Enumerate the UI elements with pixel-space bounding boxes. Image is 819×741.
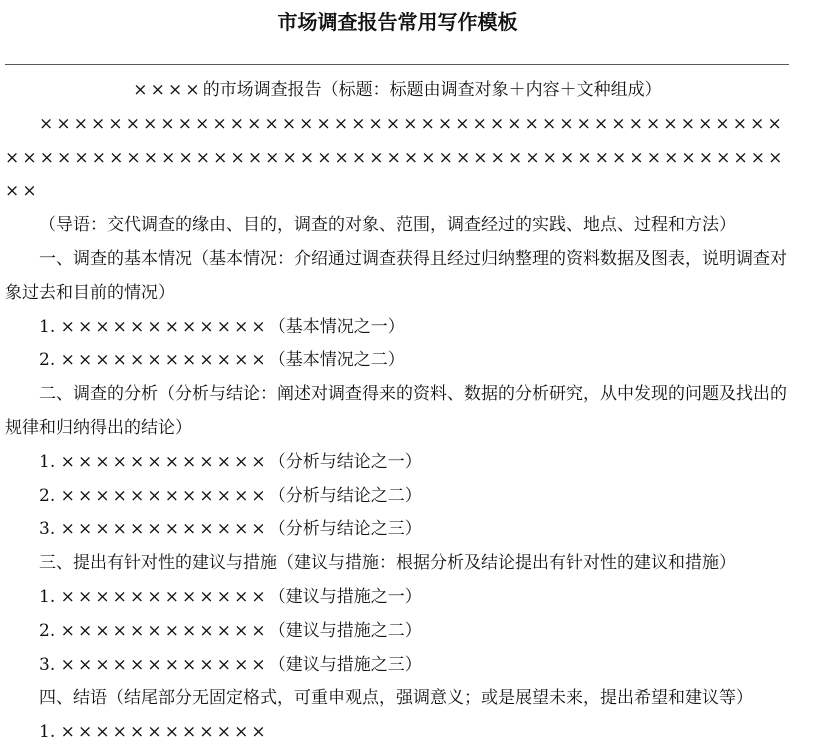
section-heading-2: 二、调查的分析（分析与结论：阐述对调查得来的资料、数据的分析研究，从中发现的问题及找出的规律和归纳得出的结论） (5, 384, 787, 438)
section-item: 2. ××××××××××××（建议与措施之二） (39, 620, 422, 641)
placeholder-marks: ×××××××××××× (60, 519, 269, 540)
lead-paragraph: （导语：交代调查的缘由、目的，调查的对象、范围，调查经过的实践、地点、过程和方法） (39, 215, 736, 236)
section-item: 1. ××××××××××××（分析与结论之一） (39, 451, 422, 472)
section-item: 1. ××××××××××××（基本情况之一） (39, 316, 405, 337)
placeholder-marks: ×××××××××××× (60, 316, 269, 337)
intro-body (5, 108, 790, 209)
report-title: ××××的市场调查报告（标题：标题由调查对象＋内容＋文种组成） (133, 80, 662, 100)
placeholder-marks: ×××××××××××× (60, 654, 269, 675)
document-body (5, 74, 790, 741)
placeholder-marks: ×××××××××××××××××××××××××××××××××××××××××××××××××××××××××××××××××××××××××××××××××××××××××× (5, 113, 786, 202)
placeholder-marks: ×××××××××××× (60, 620, 269, 641)
placeholder-marks: ×××××××××××× (60, 485, 269, 506)
document-title: 市场调查报告常用写作模板 (277, 10, 518, 34)
section-item: 3. ××××××××××××（分析与结论之三） (39, 519, 422, 540)
title-rule (5, 64, 789, 65)
section-heading-3: 三、提出有针对性的建议与措施（建议与措施：根据分析及结论提出有针对性的建议和措施） (39, 553, 736, 574)
section-heading-4: 四、结语（结尾部分无固定格式，可重申观点，强调意义；或是展望未来，提出希望和建议等） (39, 688, 753, 709)
section-heading-1: 一、调查的基本情况（基本情况：介绍通过调查获得且经过归纳整理的资料数据及图表，说明调查对象过去和目前的情况） (5, 248, 787, 303)
section-item: 1. ×××××××××××× (39, 722, 269, 741)
section-item: 3. ××××××××××××（建议与措施之三） (39, 654, 422, 675)
section-item: 2. ××××××××××××（分析与结论之二） (39, 485, 422, 506)
section-item: 2. ××××××××××××（基本情况之二） (39, 350, 405, 371)
placeholder-marks: ×××××××××××× (60, 586, 269, 607)
section-item: 1. ××××××××××××（建议与措施之一） (39, 586, 422, 607)
placeholder-marks: ×××× (133, 80, 203, 100)
placeholder-marks: ×××××××××××× (60, 451, 269, 472)
placeholder-marks: ×××××××××××× (60, 350, 269, 371)
placeholder-marks: ×××××××××××× (60, 722, 269, 741)
